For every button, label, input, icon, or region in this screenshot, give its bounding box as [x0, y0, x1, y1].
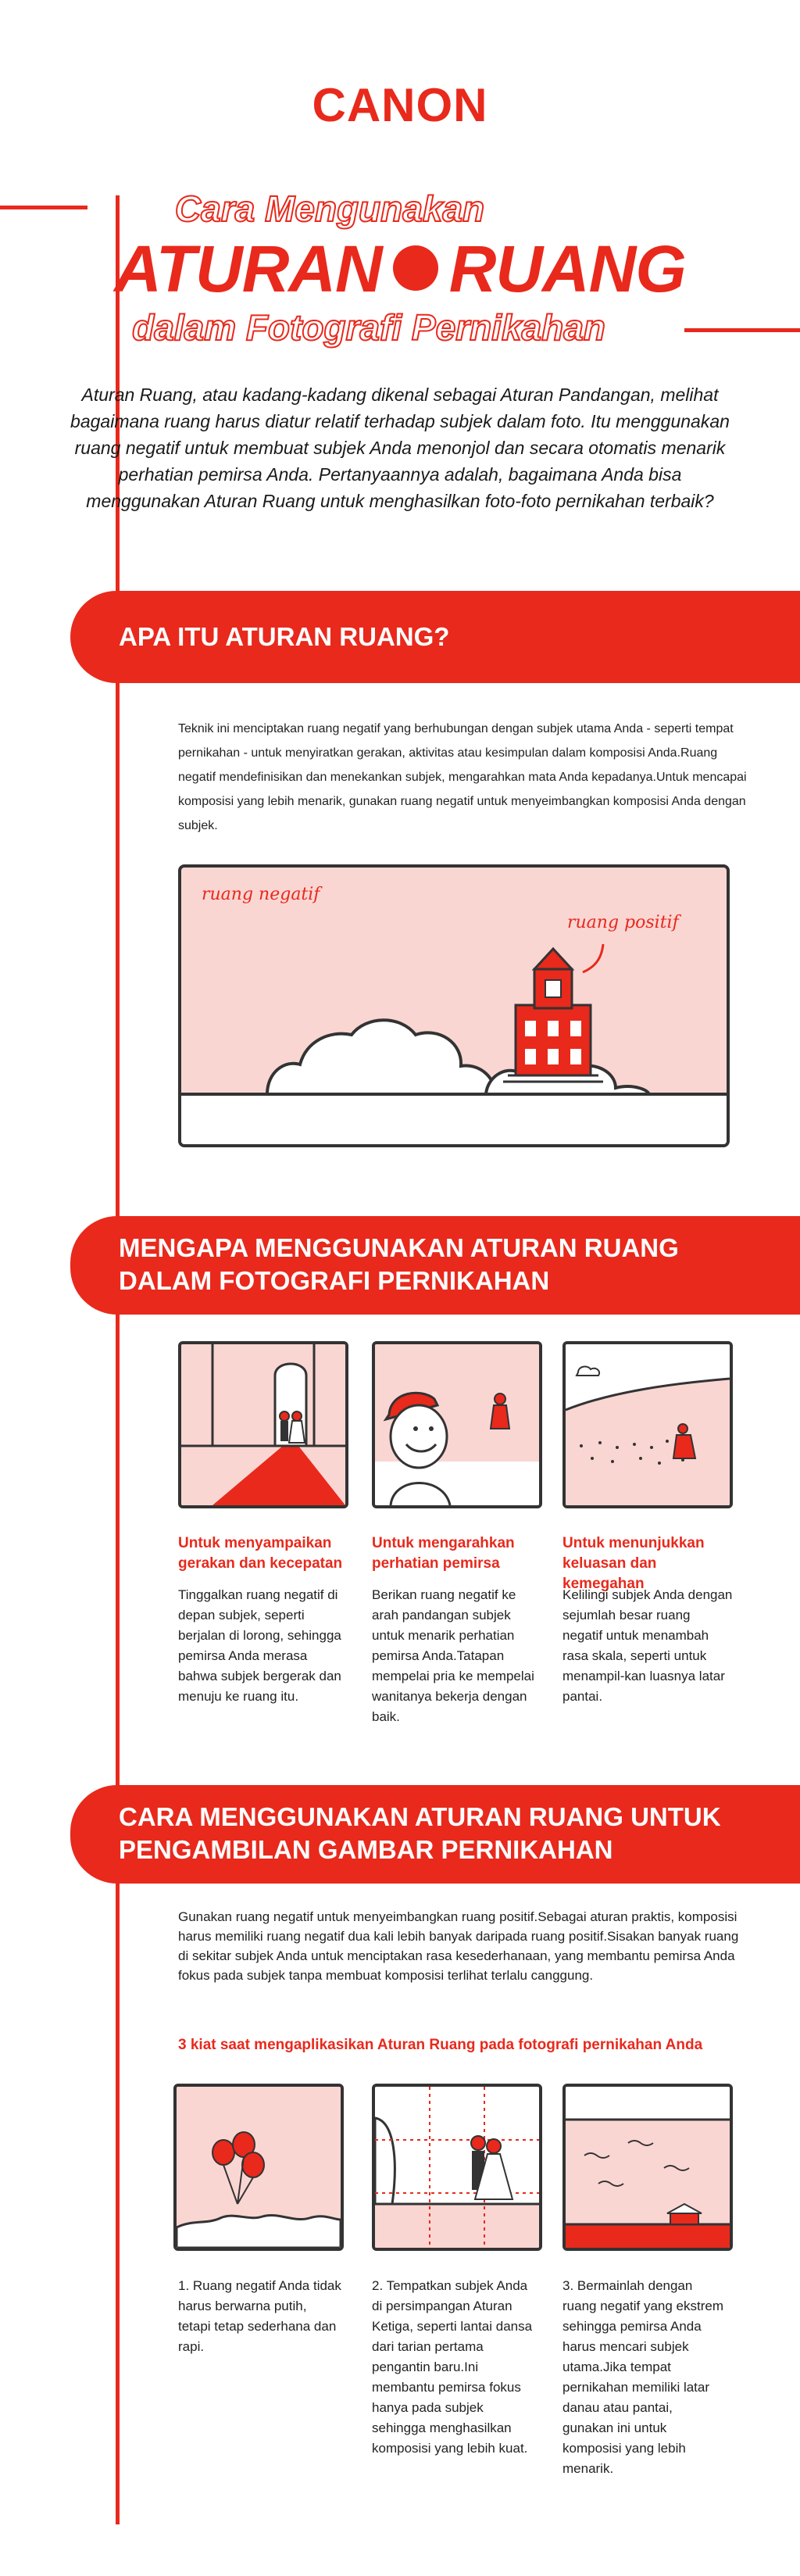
title-line-1: Cara Mengunakan	[174, 188, 485, 229]
reason-text-2: Berikan ruang negatif ke arah pandangan subjek untuk menarik perhatian pemirsa Anda.Tatapan mempelai pria ke mempelai wanitanya bekerja dengan baik.	[372, 1587, 534, 1724]
aisle-illustration	[178, 1341, 348, 1508]
rule-of-thirds-illustration	[372, 2084, 542, 2251]
label-ruang-positif: ruang positif	[567, 913, 679, 932]
reason-title-3: Untuk menunjukkan keluasan dan kemegahan	[562, 1535, 705, 1592]
lake-venue-illustration	[562, 2084, 733, 2251]
title-line-2	[0, 231, 800, 307]
section-heading-3-line-1: CARA MENGGUNAKAN ATURAN RUANG UNTUK	[119, 1802, 721, 1831]
negative-space-illustration	[178, 864, 730, 1147]
tip-text-3: 3. Bermainlah dengan ruang negatif yang ekstrem sehingga pemirsa Anda harus mencari subjek utama.Jika tempat pernikahan memiliki latar danau atau pantai, gunakan ini untuk komposisi yang lebih menarik.	[562, 2278, 724, 2476]
title-word-aturan: ATURAN	[114, 232, 382, 306]
section-banner-3	[70, 1785, 800, 1884]
tip-text-1: 1. Ruang negatif Anda tidak harus berwarna putih, tetapi tetap sederhana dan rapi.	[178, 2278, 341, 2354]
section-heading-1: APA ITU ATURAN RUANG?	[119, 622, 450, 651]
section-banner-1	[70, 591, 800, 683]
reason-title-2: Untuk mengarahkan perhatian pemirsa	[372, 1535, 515, 1572]
reason-title-1: Untuk menyampaikan gerakan dan kecepatan	[178, 1535, 343, 1572]
tip-text-2: 2. Tempatkan subjek Anda di persimpangan Aturan Ketiga, seperti lantai dansa dari tarian pertama pengantin baru.Ini membantu pemirsa fokus hanya pada subjek sehingga menghasilkan komposisi yang lebih kuat.	[372, 2278, 533, 2456]
timeline-line	[116, 195, 120, 2524]
canon-logo: CANON	[312, 79, 488, 131]
building-cloud-drawing	[181, 868, 727, 1144]
intro-paragraph: Aturan Ruang, atau kadang-kadang dikenal sebagai Aturan Pandangan, melihat bagaimana ruang harus diatur relatif terhadap subjek dalam foto. Itu menggunakan ruang negatif untuk membuat subjek Anda menonjol dan secara otomatis menarik perhatian pemirsa Anda. Pertanyaannya adalah, bagaimana Anda bisa menggunakan Aturan Ruang untuk menghasilkan foto-foto pernikahan terbaik?	[70, 385, 730, 511]
tips-heading: 3 kiat saat mengaplikasikan Aturan Ruang pada fotografi pernikahan Anda	[178, 2037, 703, 2053]
section-1-body: Teknik ini menciptakan ruang negatif yang berhubungan dengan subjek utama Anda - seperti tempat pernikahan - untuk menyiratkan gerakan, aktivitas atau kesimpulan dalam komposisi Anda.Ruang negatif mendefinisikan dan menekankan subjek, mengarahkan mata Anda kepadanya.Untuk mencapai komposisi yang lebih menarik, gunakan ruang negatif untuk menyeimbangkan komposisi Anda dengan subjek.	[178, 722, 747, 832]
section-3-body: Gunakan ruang negatif untuk menyeimbangkan ruang positif.Sebagai aturan praktis, komposisi harus memiliki ruang negatif dua kali lebih banyak daripada ruang positif.Sisakan banyak ruang di sekitar subjek Anda untuk menciptakan rasa kesederhanaan, yang membantu pemirsa Anda fokus pada subjek tanpa membuat komposisi terlihat terlalu canggung.	[178, 1909, 739, 1983]
section-heading-3-line-2: PENGAMBILAN GAMBAR PERNIKAHAN	[119, 1835, 613, 1864]
beach-illustration	[562, 1341, 733, 1508]
title-dot	[393, 245, 438, 291]
section-heading-2-line-2: DALAM FOTOGRAFI PERNIKAHAN	[119, 1266, 550, 1295]
title-word-ruang: RUANG	[448, 232, 686, 306]
gaze-illustration	[372, 1341, 542, 1508]
reason-text-3: Kelilingi subjek Anda dengan sejumlah besar ruang negatif untuk menambah rasa skala, seperti untuk menampil-kan luasnya latar pantai.	[562, 1587, 733, 1704]
title-line-3: dalam Fotografi Pernikahan	[132, 307, 605, 348]
balloons-illustration	[173, 2084, 344, 2251]
label-ruang-negatif: ruang negatif	[202, 885, 320, 904]
section-banner-2	[70, 1216, 800, 1315]
reason-text-1: Tinggalkan ruang negatif di depan subjek, seperti berjalan di lorong, sehingga pemirsa Anda merasa bahwa subjek bergerak dan menuju ke ruang itu.	[178, 1587, 341, 1704]
section-heading-2-line-1: MENGAPA MENGGUNAKAN ATURAN RUANG	[119, 1233, 679, 1262]
